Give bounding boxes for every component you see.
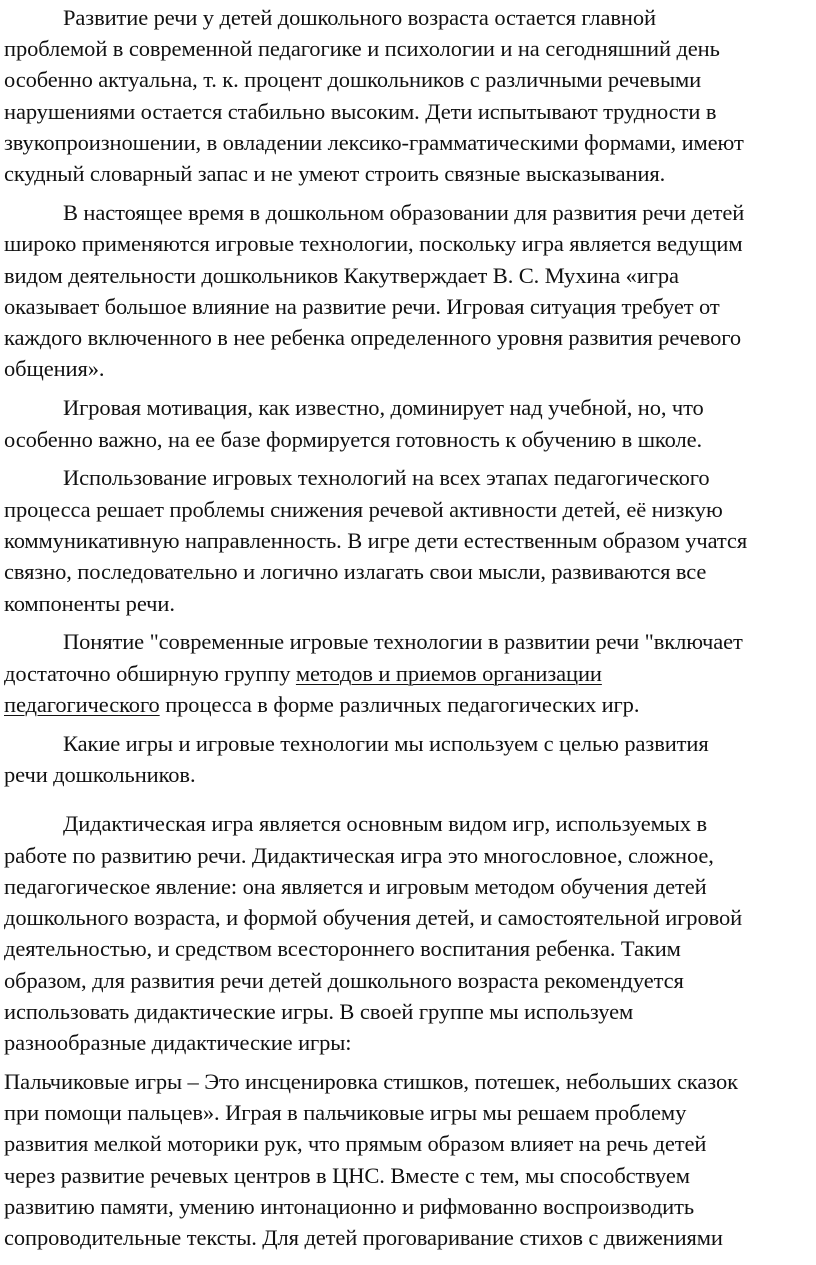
paragraph-7-line-6: образом, для развития речи детей дошкольного возраста рекомендуется	[4, 968, 684, 993]
paragraph-1-line-6: скудный словарный запас и не умеют строить связные высказывания.	[4, 161, 666, 186]
paragraph-4-line-4: связно, последовательно и логично излагать свои мысли, развиваются все	[4, 559, 707, 584]
paragraph-1-line-4: нарушениями остается стабильно высоким. Дети испытывают трудности в	[4, 99, 717, 124]
paragraph-2-line-1: В настоящее время в дошкольном образовании для развития речи детей	[63, 200, 745, 225]
paragraph-1-line-5: звукопроизношении, в овладении лексико-грамматическими формами, имеют	[4, 130, 744, 155]
paragraph-2-line-6: общения».	[4, 356, 105, 381]
paragraph-3-line-1: Игровая мотивация, как известно, доминирует над учебной, но, что	[63, 395, 704, 420]
paragraph-7-line-5: деятельностью, и средством всестороннего воспитания ребенка. Таким	[4, 936, 681, 961]
paragraph-2-line-3: видом деятельности дошкольников Какутверждает В. С. Мухина «игра	[4, 263, 679, 288]
paragraph-8-line-4: через развитие речевых центров в ЦНС. Вместе с тем, мы способствуем	[4, 1163, 690, 1188]
paragraph-4-line-1: Использование игровых технологий на всех этапах педагогического	[63, 465, 710, 490]
paragraph-7-line-4: дошкольного возраста, и формой обучения детей, и самостоятельной игровой	[4, 905, 743, 930]
paragraph-2-line-5: каждого включенного в нее ребенка определенного уровня развития речевого	[4, 325, 741, 350]
paragraph-3-line-2: особенно важно, на ее базе формируется готовность к обучению в школе.	[4, 427, 703, 452]
paragraph-7-line-3: педагогическое явление: она является и игровым методом обучения детей	[4, 874, 707, 899]
methods-link[interactable]: методов и приемов организации	[295, 661, 602, 686]
paragraph-5-line-2	[4, 658, 602, 689]
paragraph-1-line-2: проблемой в современной педагогике и психологии и на сегодняшний день	[4, 36, 720, 61]
paragraph-1-line-3: особенно актуальна, т. к. процент дошкольников с различными речевыми	[4, 67, 702, 92]
paragraph-5-text: достаточно обширную группу	[4, 661, 296, 686]
paragraph-4-line-5: компоненты речи.	[4, 591, 175, 616]
paragraph-5-line-3	[4, 689, 639, 720]
paragraph-4-line-2: процесса решает проблемы снижения речевой активности детей, её низкую	[4, 497, 723, 522]
paragraph-7-line-1: Дидактическая игра является основным видом игр, используемых в	[63, 811, 707, 836]
paragraph-2-line-4: оказывает большое влияние на развитие речи. Игровая ситуация требует от	[4, 294, 720, 319]
pedagogical-link[interactable]: педагогического	[4, 692, 160, 717]
paragraph-1-line-1: Развитие речи у детей дошкольного возраста остается главной	[63, 5, 656, 30]
paragraph-5-line-1: Понятие "современные игровые технологии в развитии речи "включает	[63, 629, 743, 654]
paragraph-6-line-2: речи дошкольников.	[4, 762, 196, 787]
paragraph-7-line-7: использовать дидактические игры. В своей группе мы используем	[4, 999, 634, 1024]
paragraph-4-line-3: коммуникативную направленность. В игре дети естественным образом учатся	[4, 528, 748, 553]
paragraph-2-line-2: широко применяются игровые технологии, поскольку игра является ведущим	[4, 231, 743, 256]
paragraph-8-line-6: сопроводительные тексты. Для детей проговаривание стихов с движениями	[4, 1225, 723, 1250]
paragraph-8-line-3: развития мелкой моторики рук, что прямым образом влияет на речь детей	[4, 1131, 707, 1156]
paragraph-8-line-2: при помощи пальцев». Играя в пальчиковые игры мы решаем проблему	[4, 1100, 687, 1125]
paragraph-7-line-8: разнообразные дидактические игры:	[4, 1030, 352, 1055]
paragraph-7-line-2: работе по развитию речи. Дидактическая игра это многословное, сложное,	[4, 843, 714, 868]
paragraph-5-text-end: процесса в форме различных педагогических игр.	[159, 692, 640, 717]
paragraph-8-line-5: развитию памяти, умению интонационно и рифмованно воспроизводить	[4, 1194, 695, 1219]
paragraph-8-line-1: Пальчиковые игры – Это инсценировка стишков, потешек, небольших сказок	[4, 1069, 738, 1094]
paragraph-6-line-1: Какие игры и игровые технологии мы используем с целью развития	[63, 731, 709, 756]
